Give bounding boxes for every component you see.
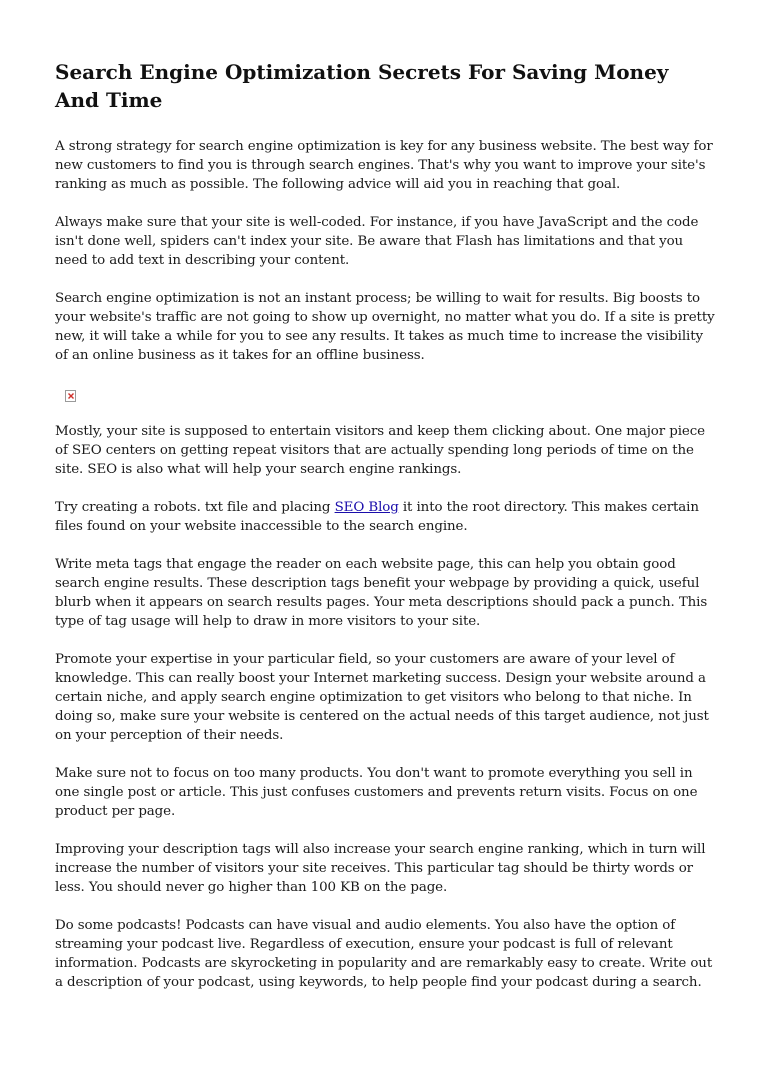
paragraph-meta-tags: Write meta tags that engage the reader on each website page, this can help you obtain good search engine results. These description tags benefit your webpage by providing a quick, useful blurb when it appears on search results pages. Your meta descriptions should pack a punch. This type of tag usage will help to draw in more visitors to your site. [55, 557, 708, 629]
robots-text-after: it into the root directory. This makes certain files found on your website inaccessible to the search engine. [55, 500, 699, 534]
robots-text-before: Try creating a robots. txt file and placing [55, 500, 335, 515]
embedded-image [55, 384, 715, 422]
paragraph-podcasts: Do some podcasts! Podcasts can have visual and audio elements. You also have the option of streaming your podcast live. Regardless of execution, ensure your podcast is full of relevant information. Podcasts are skyrocketing in popularity and are remarkably easy to create. Write out a description of your podcast, using keywords, to help people find your podcast during a search. [55, 918, 713, 990]
paragraph-products: Make sure not to focus on too many products. You don't want to promote everything you sell in one single post or article. This just confuses customers and prevents return visits. Focus on one product per page. [55, 766, 698, 819]
paragraph-robots [55, 498, 715, 536]
paragraph-well-coded: Always make sure that your site is well-coded. For instance, if you have JavaScript and the code isn't done well, spiders can't index your site. Be aware that Flash has limitations and that you need to add text in describing your content. [55, 215, 699, 268]
paragraph-entertain: Mostly, your site is supposed to entertain visitors and keep them clicking about. One major piece of SEO centers on getting repeat visitors that are actually spending long periods of time on the site. SEO is also what will help your search engine rankings. [55, 424, 705, 477]
paragraph-description-tags: Improving your description tags will also increase your search engine ranking, which in turn will increase the number of visitors your site receives. This particular tag should be thirty words or less. You should never go higher than 100 KB on the page. [55, 842, 706, 895]
paragraph-intro: A strong strategy for search engine optimization is key for any business website. The best way for new customers to find you is through search engines. That's why you want to improve your site's ranking as much as possible. The following advice will aid you in reaching that goal. [55, 139, 713, 192]
paragraph-patience: Search engine optimization is not an instant process; be willing to wait for results. Big boosts to your website's traffic are not going to show up overnight, no matter what you do. If a site is pretty new, it will take a while for you to see any results. It takes as much time to increase the visibility of an online business as it takes for an offline business. [55, 291, 715, 363]
page-title: Search Engine Optimization Secrets For Saving Money And Time [55, 60, 669, 112]
seo-blog-link[interactable]: SEO Blog [334, 500, 399, 515]
paragraph-expertise: Promote your expertise in your particular field, so your customers are aware of your level of knowledge. This can really boost your Internet marketing success. Design your website around a certain niche, and apply search engine optimization to get visitors who belong to that niche. In doing so, make sure your website is centered on the actual needs of this target audience, not just on your perception of their needs. [55, 652, 709, 743]
document-page [55, 58, 715, 1011]
broken-image-icon [65, 390, 76, 402]
